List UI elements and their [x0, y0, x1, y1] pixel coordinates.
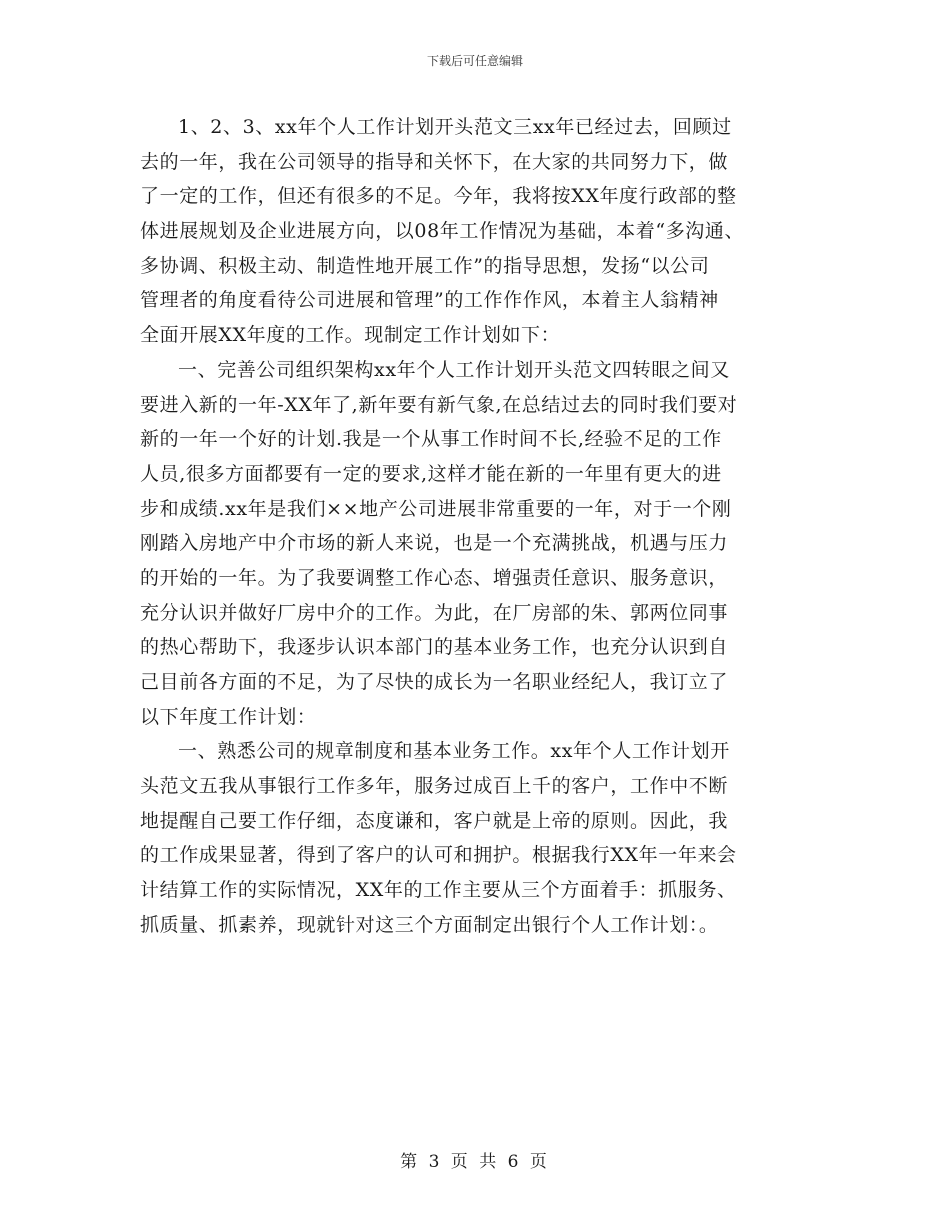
page-number-footer: 第 3 页 共 6 页 — [400, 1152, 550, 1172]
text-line: 的开始的一年。为了我要调整工作心态、增强责任意识、服务意识， — [140, 566, 729, 589]
text-line: 要进入新的一年-XX年了,新年要有新气象,在总结过去的同时我们要对 — [140, 393, 738, 416]
text-line: 管理者的角度看待公司进展和管理”的工作作作风，本着主人翁精神 — [140, 289, 719, 312]
text-line: 多协调、积极主动、制造性地开展工作”的指导思想，发扬“以公司 — [140, 254, 710, 277]
text-line: 一、熟悉公司的规章制度和基本业务工作。xx年个人工作计划开 — [178, 740, 730, 763]
text-line: 1、2、3、xx年个人工作计划开头范文三xx年已经过去，回顾过 — [178, 116, 732, 138]
text-line: 地提醒自己要工作仔细，态度谦和，客户就是上帝的原则。因此，我 — [140, 809, 729, 832]
text-line: 去的一年，我在公司领导的指导和关怀下，在大家的共同努力下，做 — [140, 150, 729, 173]
text-line: 计结算工作的实际情况，XX年的工作主要从三个方面着手：抓服务、 — [140, 879, 737, 902]
text-line: 己目前各方面的不足，为了尽快的成长为一名职业经纪人，我订立了 — [140, 671, 729, 693]
text-line: 步和成绩.xx年是我们××地产公司进展非常重要的一年，对于一个刚 — [140, 497, 732, 520]
page-header: 下载后可任意编辑 — [426, 54, 523, 68]
text-line: 抓质量、抓素养，现就针对这三个方面制定出银行个人工作计划：。 — [140, 913, 719, 936]
text-line: 全面开展XX年度的工作。现制定工作计划如下： — [140, 324, 561, 347]
text-line: 人员,很多方面都要有一定的要求,这样才能在新的一年里有更大的进 — [140, 462, 722, 485]
text-line: 刚踏入房地产中介市场的新人来说，也是一个充满挑战，机遇与压力 — [140, 532, 729, 555]
text-line: 了一定的工作，但还有很多的不足。今年，我将按XX年度行政部的整 — [140, 185, 737, 208]
text-line: 充分认识并做好厂房中介的工作。为此，在厂房部的朱、郭两位同事 — [140, 601, 729, 624]
text-line: 头范文五我从事银行工作多年，服务过成百上千的客户，工作中不断 — [140, 775, 729, 798]
text-line: 以下年度工作计划： — [140, 705, 317, 728]
document-body — [140, 110, 820, 943]
text-line: 的热心帮助下，我逐步认识本部门的基本业务工作，也充分认识到自 — [140, 636, 729, 659]
text-line: 体进展规划及企业进展方向，以08年工作情况为基础，本着“多沟通、 — [140, 220, 745, 243]
text-line: 一、完善公司组织架构xx年个人工作计划开头范文四转眼之间又 — [178, 358, 730, 381]
text-line: 新的一年一个好的计划.我是一个从事工作时间不长,经验不足的工作 — [140, 428, 722, 451]
text-line: 的工作成果显著，得到了客户的认可和拥护。根据我行XX年一年来会 — [140, 844, 737, 867]
